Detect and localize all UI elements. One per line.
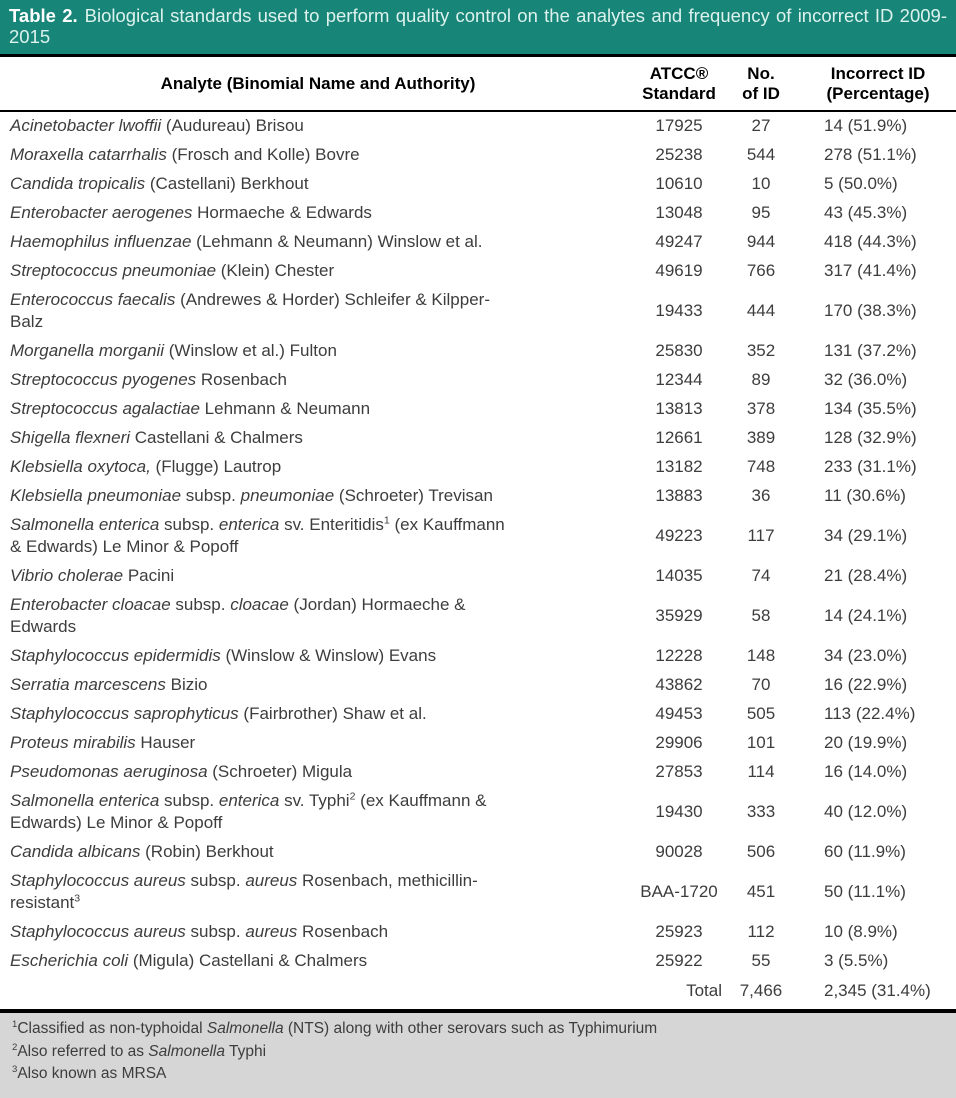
no-of-id-cell: 27 — [751, 116, 771, 135]
table-row — [0, 867, 956, 918]
analyte-cell: Staphylococcus aureus subsp. aureus Rosenbach — [10, 922, 389, 941]
analyte-cell: Streptococcus agalactiae Lehmann & Neumann — [10, 399, 371, 418]
analyte-cell: Enterococcus faecalis (Andrewes & Horder) Schleifer & Kilpper- Balz — [10, 290, 490, 331]
column-header-line: Standard — [642, 84, 716, 103]
no-of-id-cell: 70 — [751, 675, 771, 694]
column-header-incorrect-id — [800, 56, 956, 112]
standards-table — [0, 54, 956, 1009]
no-of-id-cell: 766 — [746, 261, 776, 280]
analyte-cell: Escherichia coli (Migula) Castellani & Chalmers — [10, 951, 368, 970]
incorrect-id-cell: 32 (36.0%) — [824, 370, 908, 389]
analyte-cell: Staphylococcus epidermidis (Winslow & Winslow) Evans — [10, 646, 437, 665]
atcc-standard-cell: 49619 — [655, 261, 703, 280]
atcc-standard-cell: 12344 — [655, 370, 703, 389]
no-of-id-cell: 117 — [747, 526, 775, 545]
table-row — [0, 111, 956, 141]
analyte-cell: Salmonella enterica subsp. enterica sv. Typhi$^2$ (ex Kauffmann & Edwards) Le Minor & Popoff — [10, 790, 487, 832]
atcc-standard-cell: 12661 — [655, 428, 703, 447]
atcc-standard-cell: 25922 — [655, 951, 703, 970]
table-row — [0, 170, 956, 199]
table-caption-text: Biological standards used to perform quality control on the analytes and frequency of incorrect ID 2009-2015 — [9, 5, 948, 47]
table-row — [0, 918, 956, 947]
incorrect-id-cell: 34 (29.1%) — [824, 526, 908, 545]
analyte-cell: Streptococcus pyogenes Rosenbach — [10, 370, 287, 389]
analyte-cell: Shigella flexneri Castellani & Chalmers — [10, 428, 303, 447]
incorrect-id-cell: 14 (24.1%) — [824, 606, 908, 625]
table-row — [0, 257, 956, 286]
atcc-standard-cell: 19430 — [655, 802, 703, 821]
atcc-standard-cell: 13048 — [655, 203, 703, 222]
incorrect-id-cell: 134 (35.5%) — [824, 399, 917, 418]
atcc-standard-cell: 25923 — [655, 922, 703, 941]
no-of-id-cell: 444 — [746, 301, 776, 320]
total-label: Total — [686, 981, 722, 1000]
atcc-standard-cell: 14035 — [655, 566, 703, 585]
atcc-standard-cell: 27853 — [655, 762, 703, 781]
incorrect-id-cell: 128 (32.9%) — [824, 428, 917, 447]
incorrect-id-cell: 16 (22.9%) — [824, 675, 908, 694]
incorrect-id-cell: 43 (45.3%) — [824, 203, 908, 222]
incorrect-id-cell: 50 (11.1%) — [824, 882, 906, 901]
analyte-cell: Klebsiella oxytoca, (Flugge) Lautrop — [10, 457, 282, 476]
atcc-standard-cell: 25238 — [655, 145, 703, 164]
column-header-analyte — [0, 56, 636, 112]
analyte-cell: Serratia marcescens Bizio — [10, 675, 208, 694]
analyte-cell: Candida albicans (Robin) Berkhout — [10, 842, 274, 861]
column-header-line: Analyte (Binomial Name and Authority) — [160, 74, 476, 93]
incorrect-id-cell: 233 (31.1%) — [824, 457, 917, 476]
table-row — [0, 511, 956, 562]
atcc-standard-cell: 49453 — [655, 704, 703, 723]
no-of-id-cell: 944 — [746, 232, 776, 251]
incorrect-id-cell: 5 (50.0%) — [824, 174, 898, 193]
incorrect-id-cell: 34 (23.0%) — [824, 646, 908, 665]
atcc-standard-cell: 17925 — [655, 116, 703, 135]
atcc-standard-cell: 13883 — [655, 486, 703, 505]
no-of-id-cell: 506 — [746, 842, 776, 861]
incorrect-id-cell: 40 (12.0%) — [824, 802, 908, 821]
table-row — [0, 482, 956, 511]
total-incorrect-id: 2,345 (31.4%) — [824, 981, 931, 1000]
analyte-cell: Acinetobacter lwoffii (Audureau) Brisou — [10, 116, 304, 135]
no-of-id-cell: 748 — [746, 457, 776, 476]
column-header-line: of ID — [742, 84, 780, 103]
incorrect-id-cell: 60 (11.9%) — [824, 842, 906, 861]
total-empty-cell — [0, 976, 636, 1009]
no-of-id-cell: 58 — [751, 606, 771, 625]
table-row — [0, 286, 956, 337]
no-of-id-cell: 148 — [746, 646, 776, 665]
table-row — [0, 453, 956, 482]
column-header-line: Incorrect ID — [830, 64, 926, 83]
table-row — [0, 199, 956, 228]
atcc-standard-cell: 13182 — [655, 457, 703, 476]
analyte-cell: Vibrio cholerae Pacini — [10, 566, 175, 585]
atcc-standard-cell: 49223 — [655, 526, 703, 545]
analyte-cell: Streptococcus pneumoniae (Klein) Chester — [10, 261, 335, 280]
table-row — [0, 700, 956, 729]
total-row — [0, 976, 956, 1009]
total-no-of-id: 7,466 — [739, 981, 783, 1000]
atcc-standard-cell: 90028 — [655, 842, 703, 861]
no-of-id-cell: 389 — [746, 428, 776, 447]
table-row — [0, 591, 956, 642]
incorrect-id-cell: 16 (14.0%) — [824, 762, 908, 781]
atcc-standard-cell: 35929 — [655, 606, 703, 625]
atcc-standard-cell: 29906 — [655, 733, 703, 752]
analyte-cell: Enterobacter cloacae subsp. cloacae (Jordan) Hormaeche & Edwards — [10, 595, 466, 636]
incorrect-id-cell: 170 (38.3%) — [824, 301, 917, 320]
atcc-standard-cell: 43862 — [655, 675, 703, 694]
no-of-id-cell: 544 — [746, 145, 776, 164]
analyte-cell: Klebsiella pneumoniae subsp. pneumoniae (Schroeter) Trevisan — [10, 486, 493, 505]
no-of-id-cell: 114 — [747, 762, 775, 781]
incorrect-id-cell: 131 (37.2%) — [824, 341, 917, 360]
table-row — [0, 642, 956, 671]
column-header-line: ATCC® — [649, 64, 709, 83]
atcc-standard-cell: 25830 — [655, 341, 703, 360]
table-caption — [0, 0, 956, 54]
footnote-line: $^2$Also referred to as Salmonella Typhi — [12, 1041, 267, 1060]
footnotes — [0, 1009, 956, 1098]
analyte-cell: Salmonella enterica subsp. enterica sv. Enteritidis$^1$ (ex Kauffmann & Edwards) Le Minor & Popoff — [10, 514, 505, 556]
atcc-standard-cell: 12228 — [655, 646, 703, 665]
no-of-id-cell: 10 — [751, 174, 771, 193]
table-row — [0, 424, 956, 453]
analyte-cell: Staphylococcus aureus subsp. aureus Rosenbach, methicillin- resistant$^3$ — [10, 871, 478, 912]
atcc-standard-cell: 10610 — [655, 174, 703, 193]
table-row — [0, 141, 956, 170]
column-header-atcc-standard — [636, 56, 722, 112]
table-row — [0, 671, 956, 700]
incorrect-id-cell: 278 (51.1%) — [824, 145, 917, 164]
incorrect-id-cell: 21 (28.4%) — [824, 566, 908, 585]
no-of-id-cell: 89 — [751, 370, 771, 389]
no-of-id-cell: 505 — [746, 704, 776, 723]
atcc-standard-cell: 13813 — [655, 399, 703, 418]
table-number-label: Table 2. — [9, 5, 78, 26]
incorrect-id-cell: 11 (30.6%) — [824, 486, 906, 505]
analyte-cell: Morganella morganii (Winslow et al.) Fulton — [10, 341, 337, 360]
column-header-line: (Percentage) — [826, 84, 930, 103]
no-of-id-cell: 352 — [746, 341, 776, 360]
analyte-cell: Candida tropicalis (Castellani) Berkhout — [10, 174, 309, 193]
incorrect-id-cell: 418 (44.3%) — [824, 232, 917, 251]
analyte-cell: Proteus mirabilis Hauser — [10, 733, 196, 752]
incorrect-id-cell: 10 (8.9%) — [824, 922, 898, 941]
table-row — [0, 228, 956, 257]
footnote-line: $^1$Classified as non-typhoidal Salmonella (NTS) along with other serovars such as Typhimurium — [12, 1018, 658, 1037]
analyte-cell: Haemophilus influenzae (Lehmann & Neumann) Winslow et al. — [10, 232, 483, 251]
column-header-line: No. — [747, 64, 775, 83]
column-header-no-of-id — [722, 56, 800, 112]
footnote-line: $^3$Also known as MRSA — [12, 1063, 167, 1082]
atcc-standard-cell: 19433 — [655, 301, 703, 320]
atcc-standard-cell: 49247 — [655, 232, 703, 251]
incorrect-id-cell: 3 (5.5%) — [824, 951, 889, 970]
table-row — [0, 758, 956, 787]
no-of-id-cell: 451 — [746, 882, 776, 901]
table-row — [0, 947, 956, 976]
analyte-cell: Staphylococcus saprophyticus (Fairbrother) Shaw et al. — [10, 704, 427, 723]
incorrect-id-cell: 113 (22.4%) — [824, 704, 916, 723]
no-of-id-cell: 95 — [751, 203, 771, 222]
incorrect-id-cell: 14 (51.9%) — [824, 116, 908, 135]
no-of-id-cell: 74 — [751, 566, 771, 585]
atcc-standard-cell: BAA-1720 — [640, 882, 718, 901]
analyte-cell: Enterobacter aerogenes Hormaeche & Edwards — [10, 203, 372, 222]
no-of-id-cell: 378 — [746, 399, 776, 418]
table-row — [0, 366, 956, 395]
table-row — [0, 838, 956, 867]
table-row — [0, 729, 956, 758]
table-row — [0, 337, 956, 366]
table-row — [0, 787, 956, 838]
incorrect-id-cell: 20 (19.9%) — [824, 733, 908, 752]
no-of-id-cell: 101 — [746, 733, 776, 752]
no-of-id-cell: 333 — [746, 802, 776, 821]
no-of-id-cell: 36 — [751, 486, 771, 505]
header-row — [0, 56, 956, 112]
table-row — [0, 395, 956, 424]
table-row — [0, 562, 956, 591]
analyte-cell: Pseudomonas aeruginosa (Schroeter) Migula — [10, 762, 353, 781]
analyte-cell: Moraxella catarrhalis (Frosch and Kolle) Bovre — [10, 145, 360, 164]
incorrect-id-cell: 317 (41.4%) — [824, 261, 917, 280]
no-of-id-cell: 112 — [747, 922, 775, 941]
no-of-id-cell: 55 — [751, 951, 771, 970]
